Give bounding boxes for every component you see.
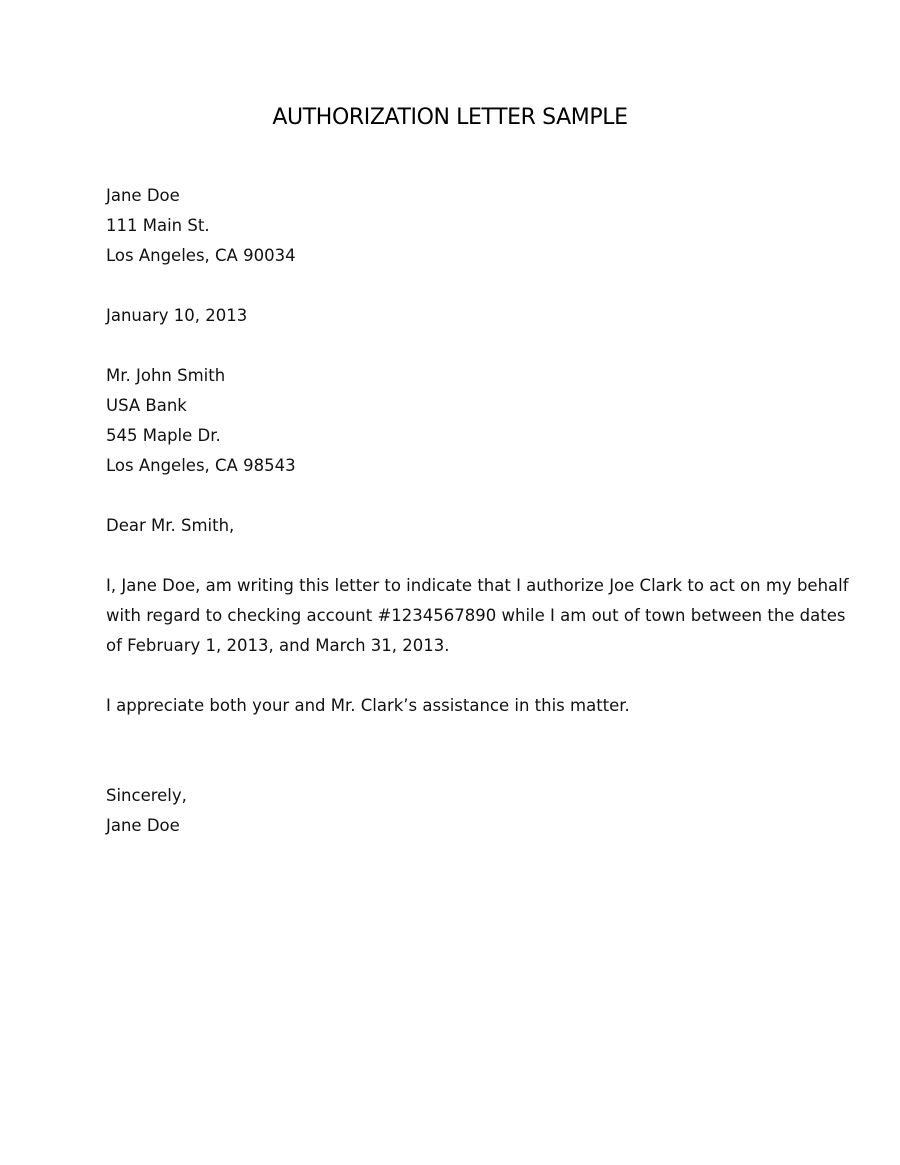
body-paragraph-1-line-2: with regard to checking account #1234567890 while I am out of town between the dates — [106, 606, 846, 625]
body-paragraph-1-line-1: I, Jane Doe, am writing this letter to indicate that I authorize Joe Clark to act on my behalf — [106, 576, 849, 595]
sender-name: Jane Doe — [106, 186, 180, 205]
signature-name: Jane Doe — [106, 816, 180, 835]
salutation: Dear Mr. Smith, — [106, 516, 235, 535]
recipient-street: 545 Maple Dr. — [106, 426, 221, 445]
recipient-name: Mr. John Smith — [106, 366, 226, 385]
recipient-city-line: Los Angeles, CA 98543 — [106, 456, 296, 475]
closing: Sincerely, — [106, 786, 187, 805]
sender-street: 111 Main St. — [106, 216, 210, 235]
body-paragraph-1-line-3: of February 1, 2013, and March 31, 2013. — [106, 636, 450, 655]
letter-date: January 10, 2013 — [106, 306, 248, 325]
sender-city-line: Los Angeles, CA 90034 — [106, 246, 296, 265]
letter-title: AUTHORIZATION LETTER SAMPLE — [272, 105, 628, 130]
recipient-company: USA Bank — [106, 396, 187, 415]
body-paragraph-2: I appreciate both your and Mr. Clark’s assistance in this matter. — [106, 696, 630, 715]
